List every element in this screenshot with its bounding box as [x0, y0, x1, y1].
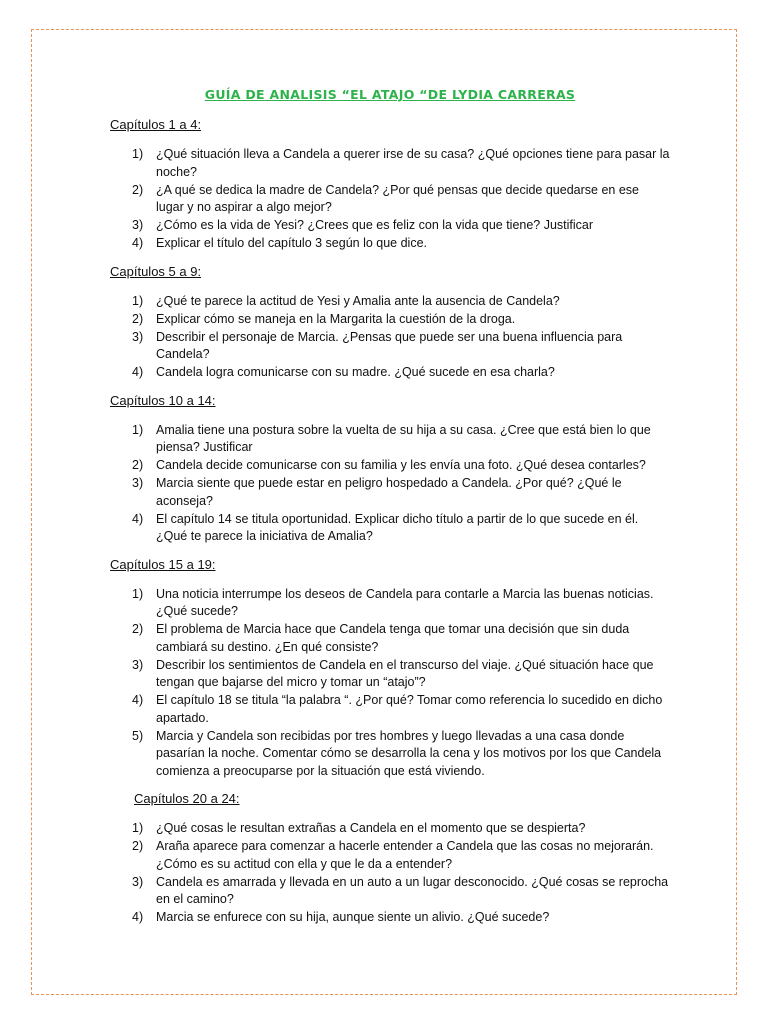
- question-text: El capítulo 18 se titula “la palabra “. ¿Por qué? Tomar como referencia lo sucedido en dicho apartado.: [156, 693, 663, 725]
- document-title: GUÍA DE ANALISIS “EL ATAJO “DE LYDIA CARRERAS: [204, 87, 576, 102]
- question-item: [110, 657, 670, 692]
- section-heading: Capítulos 15 a 19:: [110, 556, 216, 572]
- question-text: Marcia siente que puede estar en peligro hospedado a Candela. ¿Por qué? ¿Qué le aconseja?: [156, 476, 622, 508]
- question-number: 5): [132, 728, 144, 743]
- question-text: Describir el personaje de Marcia. ¿Pensas que puede ser una buena influencia para Candela?: [156, 329, 623, 361]
- question-item: [110, 329, 670, 364]
- question-item: [110, 909, 670, 927]
- question-item: [110, 457, 670, 475]
- question-number: 1): [132, 821, 144, 835]
- question-item: [110, 364, 670, 382]
- question-number: 2): [132, 839, 144, 853]
- question-number: 2): [132, 458, 144, 472]
- chapter-section: [110, 263, 670, 382]
- question-number: 3): [132, 657, 144, 672]
- question-text: Araña aparece para comenzar a hacerle entender a Candela que las cosas no mejorarán. ¿Cómo es su actitud con ella y que le da a entender?: [156, 839, 654, 871]
- question-list: [110, 146, 670, 253]
- question-number: 2): [132, 182, 144, 197]
- question-text: ¿A qué se dedica la madre de Candela? ¿Por qué pensas que decide quedarse en ese lugar y no aspirar a algo mejor?: [156, 182, 639, 214]
- section-heading: Capítulos 1 a 4:: [110, 117, 202, 132]
- question-number: 4): [132, 693, 144, 707]
- question-number: 3): [132, 218, 144, 232]
- question-text: Describir los sentimientos de Candela en el transcurso del viaje. ¿Qué situación hace que tengan que bajarse del micro y tomar un “atajo”?: [156, 657, 654, 689]
- question-item: [110, 422, 670, 457]
- question-text: ¿Qué situación lleva a Candela a querer irse de su casa? ¿Qué opciones tiene para pasar la noche?: [156, 147, 670, 179]
- question-list: [110, 820, 670, 927]
- question-list: [110, 422, 670, 546]
- question-number: 1): [132, 147, 144, 161]
- section-heading: Capítulos 10 a 14:: [110, 392, 216, 408]
- question-item: [110, 511, 670, 546]
- question-item: [110, 182, 670, 217]
- question-number: 1): [132, 293, 144, 308]
- sections-container: [110, 116, 670, 927]
- question-number: 1): [132, 586, 144, 601]
- question-text: Marcia y Candela son recibidas por tres hombres y luego llevadas a una casa donde pasarían la noche. Comentar cómo se desarrolla la cena y los motivos por los que Candela comienza a preocuparse por la situación que está viviendo.: [156, 728, 662, 778]
- question-text: Candela decide comunicarse con su familia y les envía una foto. ¿Qué desea contarles?: [156, 458, 646, 472]
- question-item: [110, 692, 670, 727]
- question-number: 4): [132, 236, 144, 250]
- question-text: Explicar el título del capítulo 3 según lo que dice.: [156, 236, 428, 250]
- question-item: [110, 621, 670, 656]
- document-body: [110, 86, 670, 937]
- question-number: 1): [132, 422, 144, 437]
- question-item: [110, 586, 670, 621]
- question-text: Una noticia interrumpe los deseos de Candela para contarle a Marcia las buenas noticias. ¿Qué sucede?: [156, 586, 654, 618]
- question-list: [110, 293, 670, 382]
- question-item: [110, 146, 670, 181]
- question-number: 2): [132, 311, 144, 326]
- question-item: [110, 235, 670, 253]
- chapter-section: [110, 556, 670, 781]
- question-text: El problema de Marcia hace que Candela tenga que tomar una decisión que sin duda cambiará su destino. ¿En qué consiste?: [156, 622, 630, 654]
- question-item: [110, 217, 670, 235]
- question-item: [110, 311, 670, 329]
- question-text: Candela es amarrada y llevada en un auto a un lugar desconocido. ¿Qué cosas se reprocha en el camino?: [156, 874, 669, 906]
- question-item: [110, 475, 670, 510]
- question-text: Explicar cómo se maneja en la Margarita la cuestión de la droga.: [156, 311, 516, 326]
- question-text: ¿Cómo es la vida de Yesi? ¿Crees que es feliz con la vida que tiene? Justificar: [156, 218, 594, 232]
- chapter-section: [110, 392, 670, 546]
- question-text: ¿Qué cosas le resultan extrañas a Candela en el momento que se despierta?: [156, 821, 586, 835]
- question-number: 2): [132, 622, 144, 636]
- question-number: 4): [132, 910, 144, 924]
- question-item: [110, 820, 670, 838]
- question-item: [110, 293, 670, 311]
- question-number: 3): [132, 329, 144, 344]
- question-number: 4): [132, 511, 144, 526]
- question-item: [110, 728, 670, 781]
- question-text: ¿Qué te parece la actitud de Yesi y Amalia ante la ausencia de Candela?: [156, 293, 560, 308]
- chapter-section: [110, 790, 670, 927]
- question-text: El capítulo 14 se titula oportunidad. Explicar dicho título a partir de lo que sucede en él. ¿Qué te parece la iniciativa de Amalia?: [156, 511, 639, 543]
- question-number: 4): [132, 365, 144, 379]
- question-text: Amalia tiene una postura sobre la vuelta de su hija a su casa. ¿Cree que está bien lo que piensa? Justificar: [156, 422, 651, 454]
- question-item: [110, 838, 670, 873]
- question-number: 3): [132, 476, 144, 490]
- question-text: Marcia se enfurece con su hija, aunque siente un alivio. ¿Qué sucede?: [156, 910, 550, 924]
- question-item: [110, 874, 670, 909]
- section-heading: Capítulos 5 a 9:: [110, 263, 202, 279]
- question-text: Candela logra comunicarse con su madre. ¿Qué sucede en esa charla?: [156, 365, 555, 379]
- chapter-section: [110, 116, 670, 253]
- question-list: [110, 586, 670, 781]
- question-number: 3): [132, 874, 144, 889]
- section-heading: Capítulos 20 a 24:: [134, 791, 240, 806]
